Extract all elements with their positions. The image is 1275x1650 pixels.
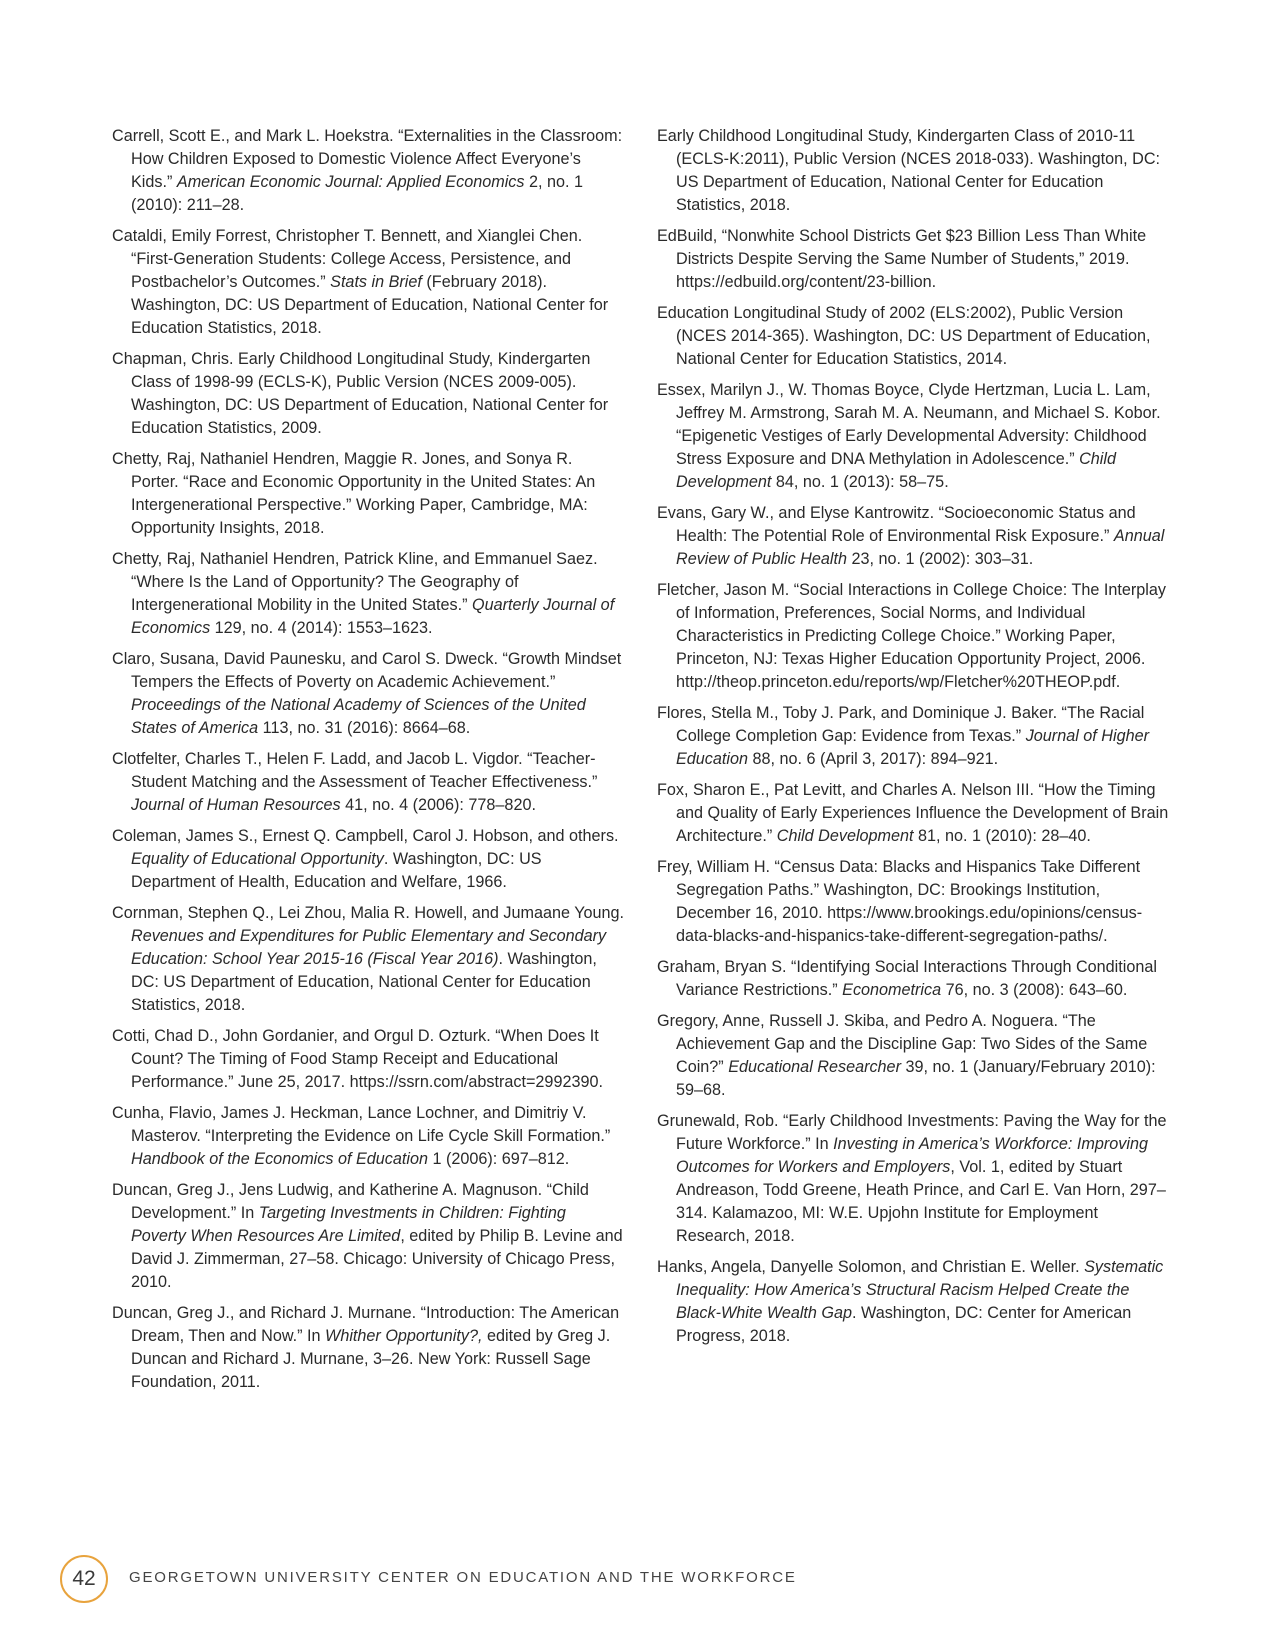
reference-text: edited by Greg J. Duncan and Richard J. Murnane, 3–26. New York: Russell Sage Foundation, 2011. <box>131 1327 611 1391</box>
reference-entry <box>112 125 624 217</box>
reference-entry <box>657 502 1169 571</box>
reference-text: Cunha, Flavio, James J. Heckman, Lance Lochner, and Dimitriy V. Masterov. “Interpreting the Evidence on Life Cycle Skill Formation.” <box>112 1104 611 1145</box>
reference-title-italic: Handbook of the Economics of Education <box>131 1150 428 1168</box>
reference-title-italic: Revenues and Expenditures for Public Elementary and Secondary Education: School Year 2015-16 (Fiscal Year 2016) <box>131 927 607 968</box>
reference-title-italic: Proceedings of the National Academy of Sciences of the United States of America <box>131 696 586 737</box>
reference-text: Duncan, Greg J., Jens Ludwig, and Katherine A. Magnuson. “Child Development.” In <box>112 1181 589 1222</box>
reference-title-italic: Investing in America’s Workforce: Improving Outcomes for Workers and Employers <box>676 1135 1148 1176</box>
reference-entry <box>657 1256 1169 1348</box>
reference-text: Evans, Gary W., and Elyse Kantrowitz. “Socioeconomic Status and Health: The Potential Role of Environmental Risk Exposure.” <box>657 504 1136 545</box>
footer-organization: GEORGETOWN UNIVERSITY CENTER ON EDUCATION AND THE WORKFORCE <box>129 1569 797 1586</box>
reference-text: 76, no. 3 (2008): 643–60. <box>941 981 1128 999</box>
reference-text: Hanks, Angela, Danyelle Solomon, and Christian E. Weller. <box>657 1258 1085 1276</box>
reference-text: EdBuild, “Nonwhite School Districts Get $23 Billion Less Than White Districts Despite Serving the Same Number of Students,” 2019. https://edbuild.org/content/23-billion. <box>657 227 1147 291</box>
reference-entry <box>657 956 1169 1002</box>
reference-title-italic: Targeting Investments in Children: Fighting Poverty When Resources Are Limited <box>131 1204 566 1245</box>
reference-title-italic: Quarterly Journal of Economics <box>131 596 615 637</box>
reference-entry <box>112 1102 624 1171</box>
references-column-left <box>112 125 624 1402</box>
reference-title-italic: Journal of Human Resources <box>131 796 341 814</box>
reference-text: 81, no. 1 (2010): 28–40. <box>913 827 1091 845</box>
reference-entry <box>112 1025 624 1094</box>
reference-title-italic: Equality of Educational Opportunity <box>131 850 384 868</box>
reference-entry <box>657 1010 1169 1102</box>
reference-entry <box>657 1110 1169 1248</box>
reference-title-italic: Journal of Higher Education <box>676 727 1149 768</box>
reference-text: Claro, Susana, David Paunesku, and Carol S. Dweck. “Growth Mindset Tempers the Effects of Poverty on Academic Achievement.” <box>112 650 622 691</box>
reference-text: 84, no. 1 (2013): 58–75. <box>771 473 949 491</box>
reference-text: Carrell, Scott E., and Mark L. Hoekstra. “Externalities in the Classroom: How Children Exposed to Domestic Violence Affect Everyone’s Kids.” <box>112 127 623 191</box>
reference-text: Early Childhood Longitudinal Study, Kindergarten Class of 2010-11 (ECLS-K:2011), Public Version (NCES 2018-033). Washington, DC: US Department of Education, National Center for Education Statistics, 2018. <box>657 127 1161 214</box>
reference-text: Fletcher, Jason M. “Social Interactions in College Choice: The Interplay of Information, Preferences, Social Norms, and Individual Characteristics in Predicting College Choice.” Working Paper, Princeton, NJ: Texas Higher Education Opportunity Project, 2006. http://theop.princeton.edu/reports/wp/Fletcher%20THEOP.pdf. <box>657 581 1166 691</box>
reference-text: . Washington, DC: Center for American Progress, 2018. <box>676 1304 1132 1345</box>
reference-text: Clotfelter, Charles T., Helen F. Ladd, and Jacob L. Vigdor. “Teacher-Student Matching and the Assessment of Teacher Effectiveness.” <box>112 750 598 791</box>
reference-entry <box>657 302 1169 371</box>
reference-entry <box>112 1302 624 1394</box>
reference-text: Education Longitudinal Study of 2002 (ELS:2002), Public Version (NCES 2014-365). Washington, DC: US Department of Education, National Center for Education Statistics, 2014. <box>657 304 1151 368</box>
reference-entry <box>112 648 624 740</box>
reference-title-italic: Annual Review of Public Health <box>676 527 1165 568</box>
reference-text: 41, no. 4 (2006): 778–820. <box>340 796 536 814</box>
reference-entry <box>657 579 1169 694</box>
reference-text: 39, no. 1 (January/February 2010): 59–68. <box>676 1058 1156 1099</box>
reference-text: Essex, Marilyn J., W. Thomas Boyce, Clyde Hertzman, Lucia L. Lam, Jeffrey M. Armstrong, Sarah M. A. Neumann, and Michael S. Kobor. “Epigenetic Vestiges of Early Developmental Adversity: Childhood Stress Exposure and DNA Methylation in Adolescence.” <box>657 381 1161 468</box>
reference-title-italic: Stats in Brief <box>330 273 422 291</box>
reference-text: Cataldi, Emily Forrest, Christopher T. Bennett, and Xianglei Chen. “First-Generation Students: College Access, Persistence, and Postbachelor’s Outcomes.” <box>112 227 583 291</box>
reference-text: Duncan, Greg J., and Richard J. Murnane. “Introduction: The American Dream, Then and Now.” In <box>112 1304 620 1345</box>
reference-entry <box>112 1179 624 1294</box>
reference-entry <box>112 548 624 640</box>
reference-entry <box>657 856 1169 948</box>
reference-text: Grunewald, Rob. “Early Childhood Investments: Paving the Way for the Future Workforce.” In <box>657 1112 1167 1153</box>
reference-text: Gregory, Anne, Russell J. Skiba, and Pedro A. Noguera. “The Achievement Gap and the Discipline Gap: Two Sides of the Same Coin?” <box>657 1012 1148 1076</box>
reference-text: Chapman, Chris. Early Childhood Longitudinal Study, Kindergarten Class of 1998-99 (ECLS-K), Public Version (NCES 2009-005). Washington, DC: US Department of Education, National Center for Education Statistics, 2009. <box>112 350 609 437</box>
reference-entry <box>657 225 1169 294</box>
reference-title-italic: Child Development <box>676 450 1116 491</box>
reference-text: Frey, William H. “Census Data: Blacks and Hispanics Take Different Segregation Paths.” Washington, DC: Brookings Institution, December 16, 2010. https://www.brookings.edu/opinions/census-data-blacks-and-hispanics-take-different-segregation-paths/. <box>657 858 1143 945</box>
reference-text: Graham, Bryan S. “Identifying Social Interactions Through Conditional Variance Restrictions.” <box>657 958 1157 999</box>
reference-text: Fox, Sharon E., Pat Levitt, and Charles A. Nelson III. “How the Timing and Quality of Early Experiences Influence the Development of Brain Architecture.” <box>657 781 1169 845</box>
reference-entry <box>657 379 1169 494</box>
reference-text: Cotti, Chad D., John Gordanier, and Orgul D. Ozturk. “When Does It Count? The Timing of Food Stamp Receipt and Educational Performance.” June 25, 2017. https://ssrn.com/abstract=2992390. <box>112 1027 603 1091</box>
reference-title-italic: Econometrica <box>842 981 942 999</box>
reference-text: 2, no. 1 (2010): 211–28. <box>131 173 583 214</box>
reference-entry <box>112 448 624 540</box>
reference-entry <box>112 902 624 1017</box>
reference-text: Cornman, Stephen Q., Lei Zhou, Malia R. Howell, and Jumaane Young. <box>112 904 625 922</box>
reference-title-italic: Whither Opportunity?, <box>325 1327 483 1345</box>
reference-entry <box>657 125 1169 217</box>
reference-text: Flores, Stella M., Toby J. Park, and Dominique J. Baker. “The Racial College Completion Gap: Evidence from Texas.” <box>657 704 1145 745</box>
reference-text: . Washington, DC: US Department of Education, National Center for Education Statistics, 2018. <box>131 950 597 1014</box>
reference-text: Coleman, James S., Ernest Q. Campbell, Carol J. Hobson, and others. <box>112 827 619 845</box>
page-footer <box>60 1555 1060 1605</box>
page-number-badge <box>60 1555 108 1603</box>
reference-text: Chetty, Raj, Nathaniel Hendren, Maggie R. Jones, and Sonya R. Porter. “Race and Economic Opportunity in the United States: An Intergenerational Perspective.” Working Paper, Cambridge, MA: Opportunity Insights, 2018. <box>112 450 596 537</box>
reference-entry <box>112 748 624 817</box>
reference-title-italic: American Economic Journal: Applied Economics <box>176 173 525 191</box>
reference-title-italic: Child Development <box>776 827 914 845</box>
reference-text: 1 (2006): 697–812. <box>427 1150 570 1168</box>
reference-entry <box>112 825 624 894</box>
references-column-right <box>657 125 1169 1356</box>
reference-text: , edited by Philip B. Levine and David J. Zimmerman, 27–58. Chicago: University of Chicago Press, 2010. <box>131 1227 623 1291</box>
reference-text: , Vol. 1, edited by Stuart Andreason, Todd Greene, Heath Prince, and Carl E. Van Horn, 297–314. Kalamazoo, MI: W.E. Upjohn Institute for Employment Research, 2018. <box>676 1158 1166 1245</box>
reference-title-italic: Educational Researcher <box>728 1058 901 1076</box>
reference-text: 23, no. 1 (2002): 303–31. <box>846 550 1034 568</box>
reference-entry <box>112 348 624 440</box>
page-number: 42 <box>72 1567 96 1590</box>
reference-entry <box>112 225 624 340</box>
reference-entry <box>657 702 1169 771</box>
reference-text: 129, no. 4 (2014): 1553–1623. <box>210 619 433 637</box>
reference-text: 88, no. 6 (April 3, 2017): 894–921. <box>748 750 999 768</box>
reference-text: . Washington, DC: US Department of Health, Education and Welfare, 1966. <box>131 850 542 891</box>
reference-text: Chetty, Raj, Nathaniel Hendren, Patrick Kline, and Emmanuel Saez. “Where Is the Land of Opportunity? The Geography of Intergenerational Mobility in the United States.” <box>112 550 598 614</box>
reference-entry <box>657 779 1169 848</box>
reference-text: 113, no. 31 (2016): 8664–68. <box>258 719 471 737</box>
reference-text: (February 2018). Washington, DC: US Department of Education, National Center for Education Statistics, 2018. <box>131 273 609 337</box>
reference-title-italic: Systematic Inequality: How America’s Structural Racism Helped Create the Black-White Wealth Gap <box>676 1258 1164 1322</box>
